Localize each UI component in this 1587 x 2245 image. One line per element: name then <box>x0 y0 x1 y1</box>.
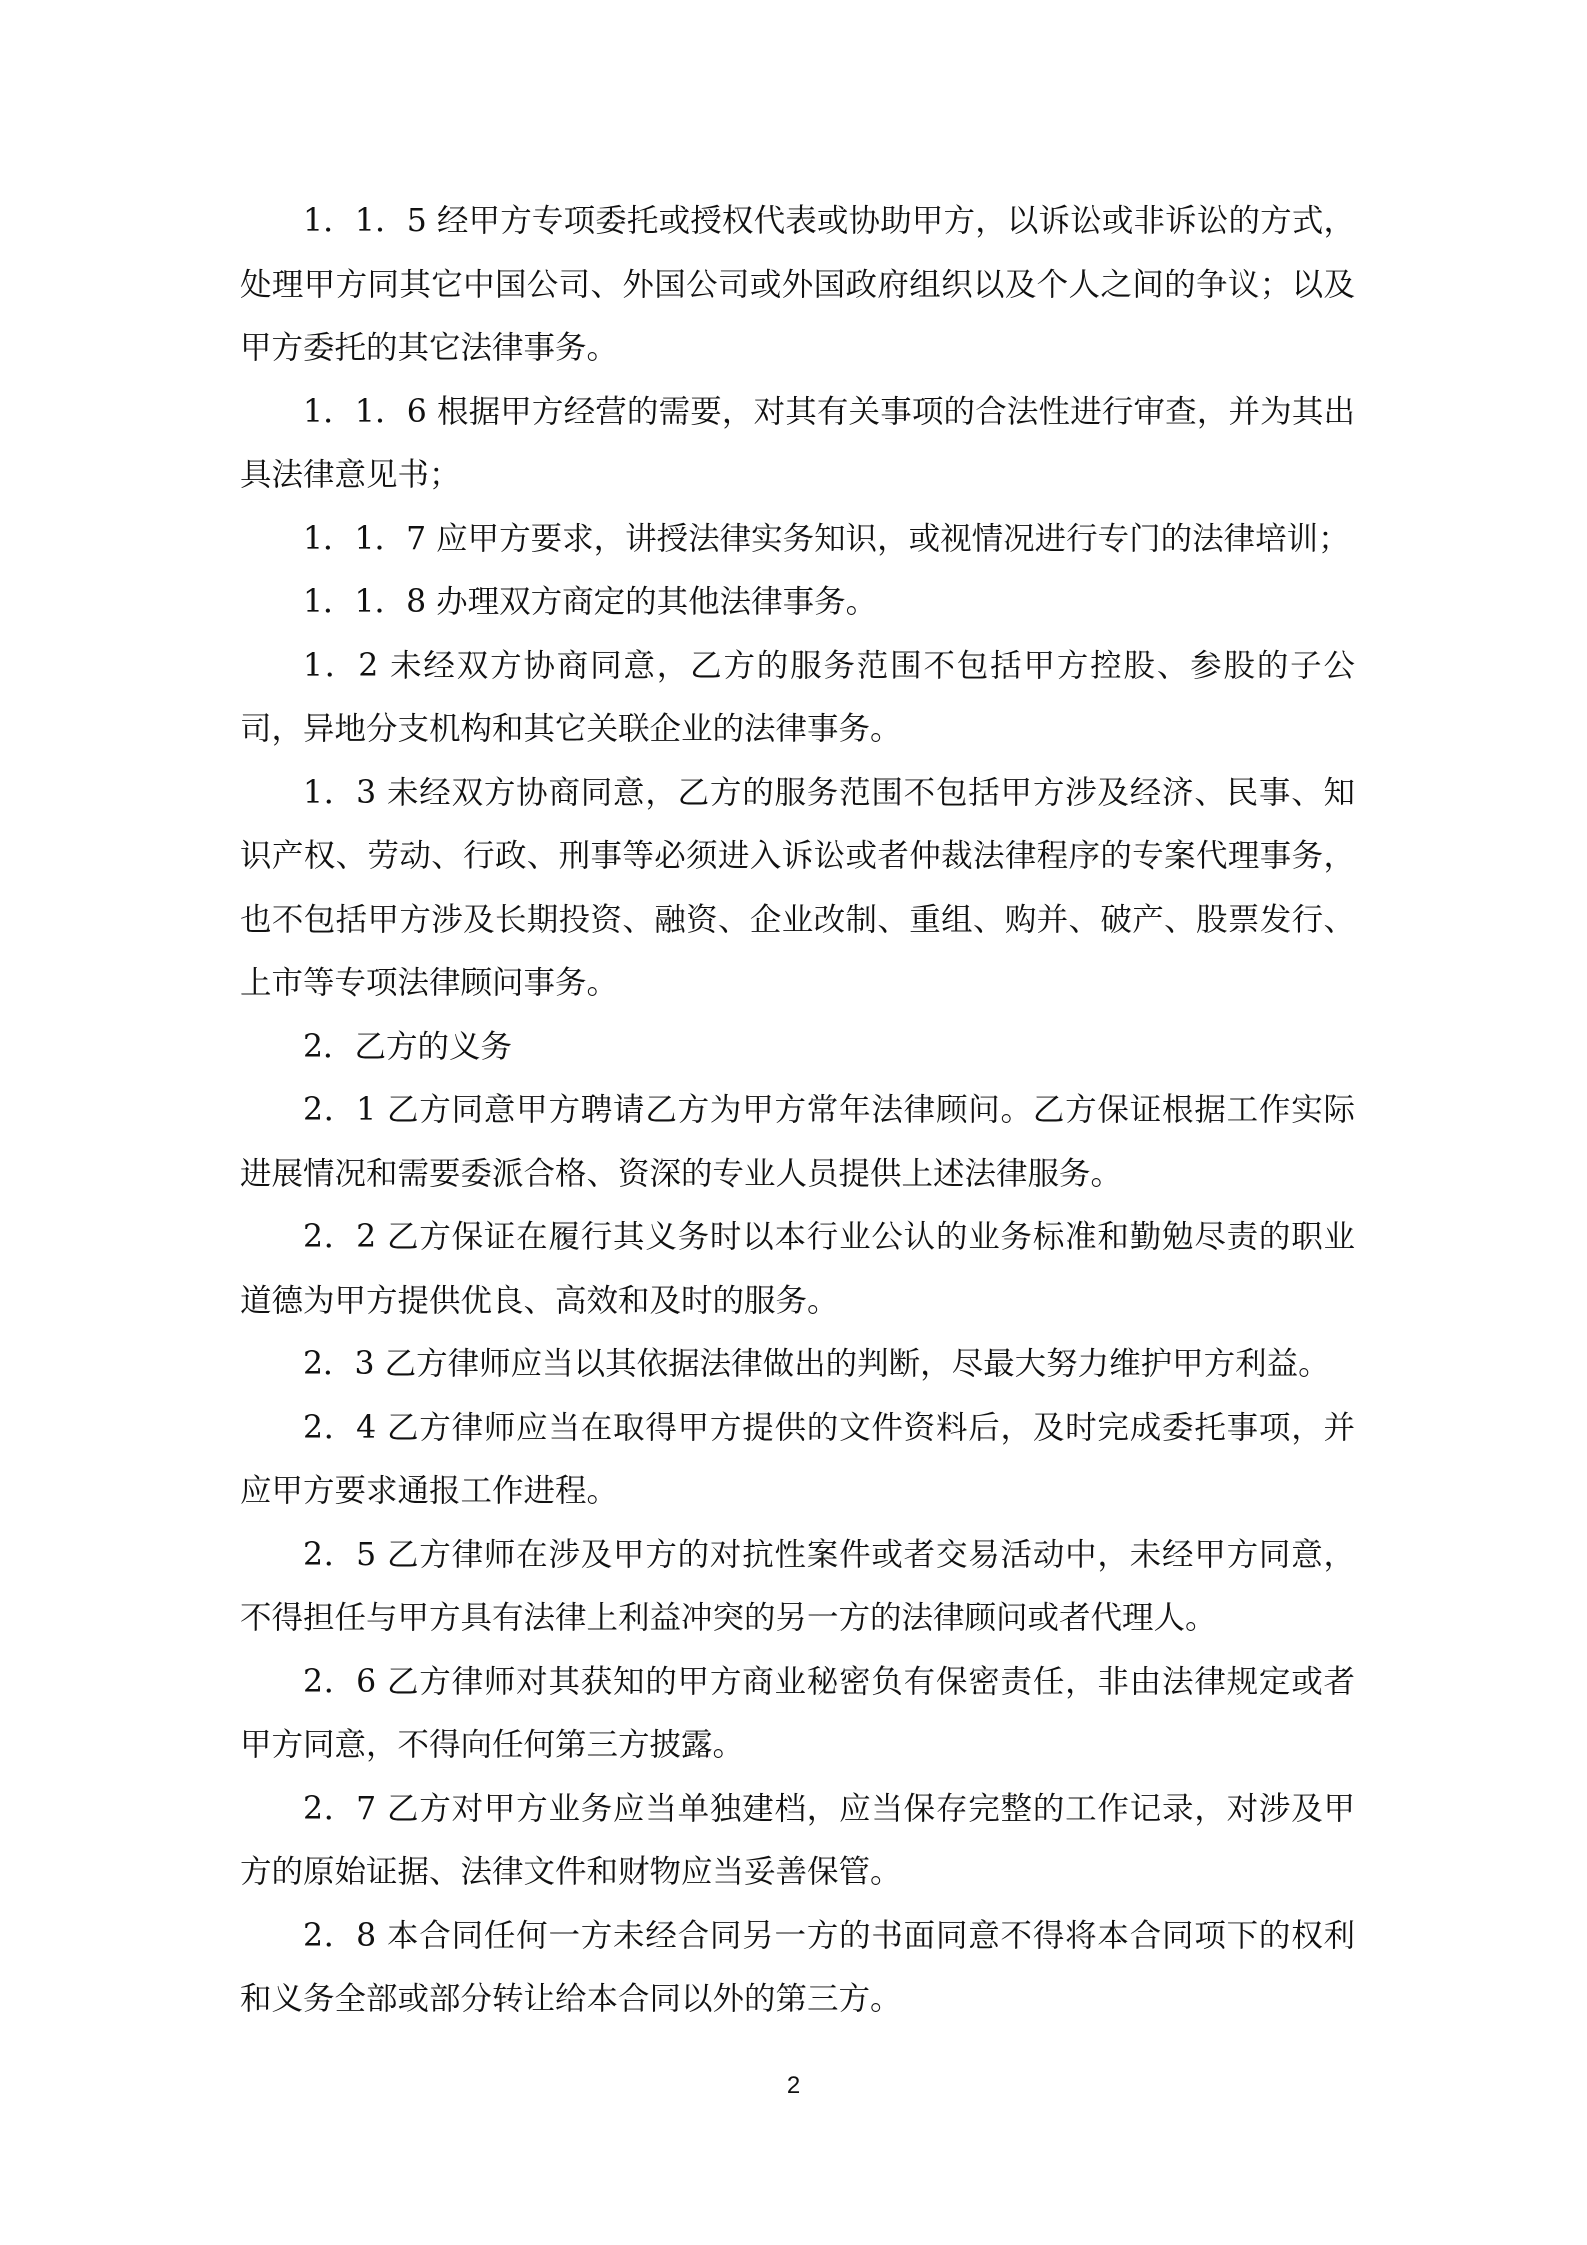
page-number: 2 <box>786 2072 801 2099</box>
paragraph-2-1: 2．1 乙方同意甲方聘请乙方为甲方常年法律顾问。乙方保证根据工作实际进展情况和需要委派合格、资深的专业人员提供上述法律服务。 <box>240 1092 1355 1192</box>
document-body <box>240 190 1355 2032</box>
paragraph-2-7: 2．7 乙方对甲方业务应当单独建档，应当保存完整的工作记录，对涉及甲方的原始证据、法律文件和财物应当妥善保管。 <box>240 1790 1355 1890</box>
paragraph-1-3: 1．3 未经双方协商同意，乙方的服务范围不包括甲方涉及经济、民事、知识产权、劳动、行政、刑事等必须进入诉讼或者仲裁法律程序的专案代理事务，也不包括甲方涉及长期投资、融资、企业改制、重组、购并、破产、股票发行、上市等专项法律顾问事务。 <box>240 774 1355 1001</box>
paragraph-2-4: 2．4 乙方律师应当在取得甲方提供的文件资料后，及时完成委托事项，并应甲方要求通报工作进程。 <box>240 1409 1355 1509</box>
paragraph-1-2: 1．2 未经双方协商同意，乙方的服务范围不包括甲方控股、参股的子公司，异地分支机构和其它关联企业的法律事务。 <box>240 647 1355 747</box>
paragraph-1-1-8: 1．1．8 办理双方商定的其他法律事务。 <box>303 584 878 620</box>
paragraph-2-6: 2．6 乙方律师对其获知的甲方商业秘密负有保密责任，非由法律规定或者甲方同意，不得向任何第三方披露。 <box>240 1663 1355 1763</box>
paragraph-2-3: 2．3 乙方律师应当以其依据法律做出的判断，尽最大努力维护甲方利益。 <box>303 1346 1330 1382</box>
paragraph-2-5: 2．5 乙方律师在涉及甲方的对抗性案件或者交易活动中，未经甲方同意，不得担任与甲方具有法律上利益冲突的另一方的法律顾问或者代理人。 <box>240 1536 1355 1636</box>
paragraph-1-1-6: 1．1．6 根据甲方经营的需要，对其有关事项的合法性进行审查，并为其出具法律意见书； <box>240 393 1355 493</box>
section-heading-2: 2．乙方的义务 <box>303 1028 513 1065</box>
paragraph-1-1-5: 1．1．5 经甲方专项委托或授权代表或协助甲方，以诉讼或非诉讼的方式，处理甲方同其它中国公司、外国公司或外国政府组织以及个人之间的争议；以及甲方委托的其它法律事务。 <box>240 203 1355 366</box>
paragraph-1-1-7: 1．1．7 应甲方要求，讲授法律实务知识，或视情况进行专门的法律培训； <box>303 520 1350 557</box>
paragraph-2-8: 2．8 本合同任何一方未经合同另一方的书面同意不得将本合同项下的权利和义务全部或部分转让给本合同以外的第三方。 <box>240 1917 1355 2017</box>
paragraph-2-2: 2．2 乙方保证在履行其义务时以本行业公认的业务标准和勤勉尽责的职业道德为甲方提供优良、高效和及时的服务。 <box>240 1219 1355 1319</box>
